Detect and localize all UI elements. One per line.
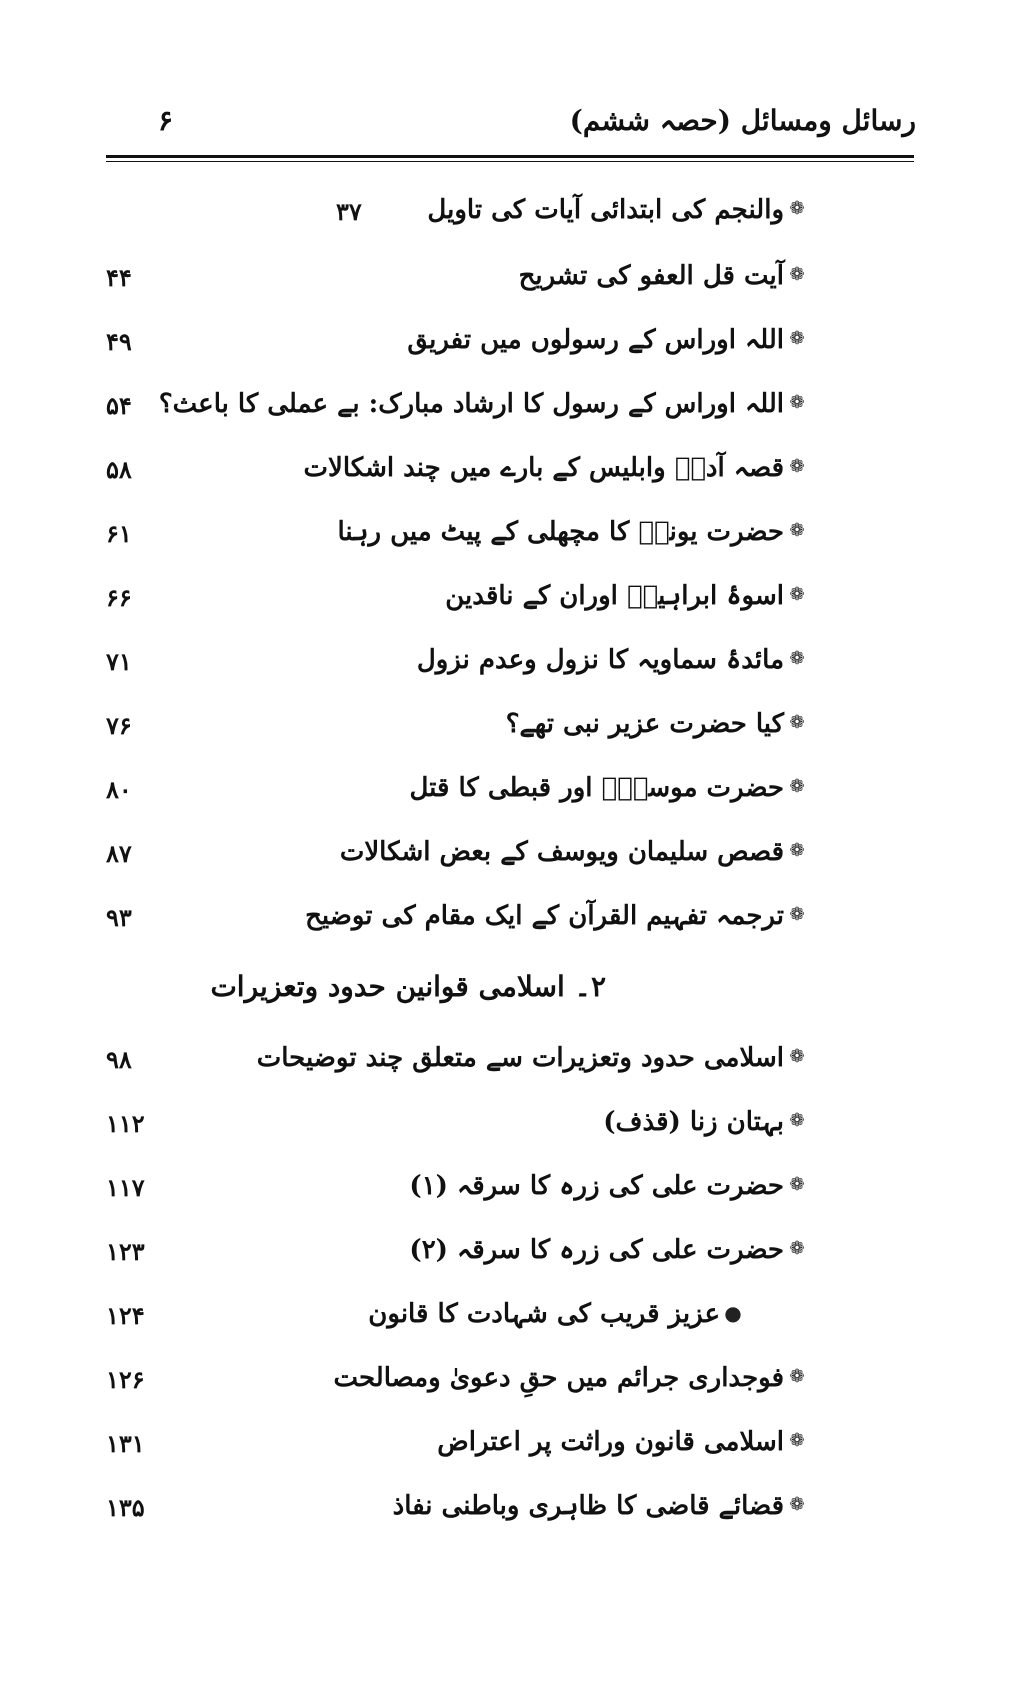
flower-bullet-icon: ❁: [789, 328, 805, 349]
entry-title: عزیز قریب کی شہادت کا قانون: [368, 1299, 720, 1329]
page-number: ۶: [158, 104, 174, 137]
section-heading: ۲۔ اسلامی قوانین حدود وتعزیرات: [210, 970, 606, 1003]
flower-bullet-icon: ❁: [789, 198, 805, 219]
entry-page-number: ۱۲۶: [106, 1365, 145, 1394]
flower-bullet-icon: ❁: [789, 456, 805, 477]
toc-entry: [106, 1232, 806, 1276]
toc-entry: [106, 1104, 806, 1148]
entry-title: بہتان زنا (قذف): [603, 1107, 784, 1137]
toc-entry: [106, 898, 806, 942]
entry-title: قصص سلیمان ویوسف کے بعض اشکالات: [339, 837, 784, 867]
entry-page-number: ۱۲۴: [106, 1301, 145, 1330]
toc-entry: [106, 1488, 806, 1532]
toc-entry: [106, 1296, 806, 1340]
entry-page-number: ۱۳۵: [106, 1493, 145, 1522]
entry-page-number: ۷۱: [106, 647, 132, 676]
flower-bullet-icon: ❁: [789, 1366, 805, 1387]
entry-title: اسلامی قانون وراثت پر اعتراض: [437, 1427, 784, 1457]
toc-entry: [106, 386, 806, 430]
flower-bullet-icon: ❁: [789, 776, 805, 797]
entry-page-number: ۱۲۳: [106, 1237, 145, 1266]
toc-entry: [106, 1040, 806, 1084]
flower-bullet-icon: ❁: [789, 1494, 805, 1515]
flower-bullet-icon: ❁: [789, 1110, 805, 1131]
entry-page-number: ۶۱: [106, 519, 132, 548]
toc-entry: [106, 450, 806, 494]
entry-page-number: ۱۱۷: [106, 1173, 145, 1202]
toc-entry: [106, 642, 806, 686]
entry-page-number: ۹۸: [106, 1045, 132, 1074]
entry-title: قضائے قاضی کا ظاہری وباطنی نفاذ: [392, 1491, 784, 1521]
toc-entry: [106, 258, 806, 302]
toc-entry: [106, 514, 806, 558]
flower-bullet-icon: ❁: [789, 520, 805, 541]
toc-entry: [106, 192, 806, 236]
entry-page-number: ۷۶: [106, 711, 132, 740]
entry-page-number: ۱۱۲: [106, 1109, 145, 1138]
toc-entry: [106, 1424, 806, 1468]
entry-title: حضرت علی کی زرہ کا سرقہ (۲): [409, 1235, 784, 1265]
entry-page-number: ۹۳: [106, 903, 132, 932]
entry-title: اسوۂ ابراہیمؑ اوران کے ناقدین: [445, 581, 784, 611]
entry-title: اللہ اوراس کے رسول کا ارشاد مبارک: بے عملی کا باعث؟: [158, 389, 784, 419]
flower-bullet-icon: ❁: [789, 1430, 805, 1451]
entry-page-number: ۳۷: [336, 197, 362, 226]
toc-entry: [106, 706, 806, 750]
entry-page-number: ۵۸: [106, 455, 132, 484]
flower-bullet-icon: ❁: [789, 648, 805, 669]
entry-title: فوجداری جرائم میں حقِ دعویٰ ومصالحت: [333, 1363, 784, 1393]
entry-title: والنجم کی ابتدائی آیات کی تاویل: [427, 195, 784, 225]
flower-bullet-icon: ❁: [789, 904, 805, 925]
entry-page-number: ۴۴: [106, 263, 132, 292]
header-rule: [106, 155, 914, 158]
entry-page-number: ۵۴: [106, 391, 132, 420]
flower-bullet-icon: ❁: [789, 840, 805, 861]
header-rule-thin: [106, 161, 914, 162]
entry-title: حضرت موسیٰؑ اور قبطی کا قتل: [409, 773, 784, 803]
entry-title: اللہ اوراس کے رسولوں میں تفریق: [407, 325, 784, 355]
entry-page-number: ۱۳۱: [106, 1429, 145, 1458]
toc-entry: [106, 322, 806, 366]
toc-entry: [106, 834, 806, 878]
flower-bullet-icon: ❁: [789, 1046, 805, 1067]
entry-title: آیت قل العفو کی تشریح: [518, 261, 784, 291]
flower-bullet-icon: ❁: [789, 392, 805, 413]
entry-title: مائدۂ سماویہ کا نزول وعدم نزول: [416, 645, 784, 675]
toc-entry: [106, 1360, 806, 1404]
flower-bullet-icon: ❁: [789, 584, 805, 605]
toc-entry: [106, 1168, 806, 1212]
running-header: [106, 104, 916, 152]
entry-title: کیا حضرت عزیر نبی تھے؟: [505, 709, 784, 739]
flower-bullet-icon: ❁: [789, 1174, 805, 1195]
entry-page-number: ۶۶: [106, 583, 132, 612]
entry-title: حضرت علی کی زرہ کا سرقہ (۱): [409, 1171, 784, 1201]
entry-page-number: ۸۷: [106, 839, 132, 868]
toc-entry: [106, 578, 806, 622]
entry-title: اسلامی حدود وتعزیرات سے متعلق چند توضیحات: [256, 1043, 784, 1073]
entry-page-number: ۸۰: [106, 775, 132, 804]
flower-bullet-icon: ❁: [789, 1238, 805, 1259]
entry-title: حضرت یونسؑ کا مچھلی کے پیٹ میں رہنا: [337, 517, 784, 547]
entry-title: قصہ آدمؑ وابلیس کے بارے میں چند اشکالات: [303, 453, 784, 483]
flower-bullet-icon: ❁: [789, 712, 805, 733]
toc-entry: [106, 770, 806, 814]
flower-bullet-icon: ❁: [789, 264, 805, 285]
entry-page-number: ۴۹: [106, 327, 132, 356]
book-title: رسائل ومسائل (حصہ ششم): [569, 104, 916, 137]
entry-title: ترجمہ تفہیم القرآن کے ایک مقام کی توضیح: [305, 901, 784, 931]
dot-bullet-icon: ●: [724, 1301, 742, 1325]
